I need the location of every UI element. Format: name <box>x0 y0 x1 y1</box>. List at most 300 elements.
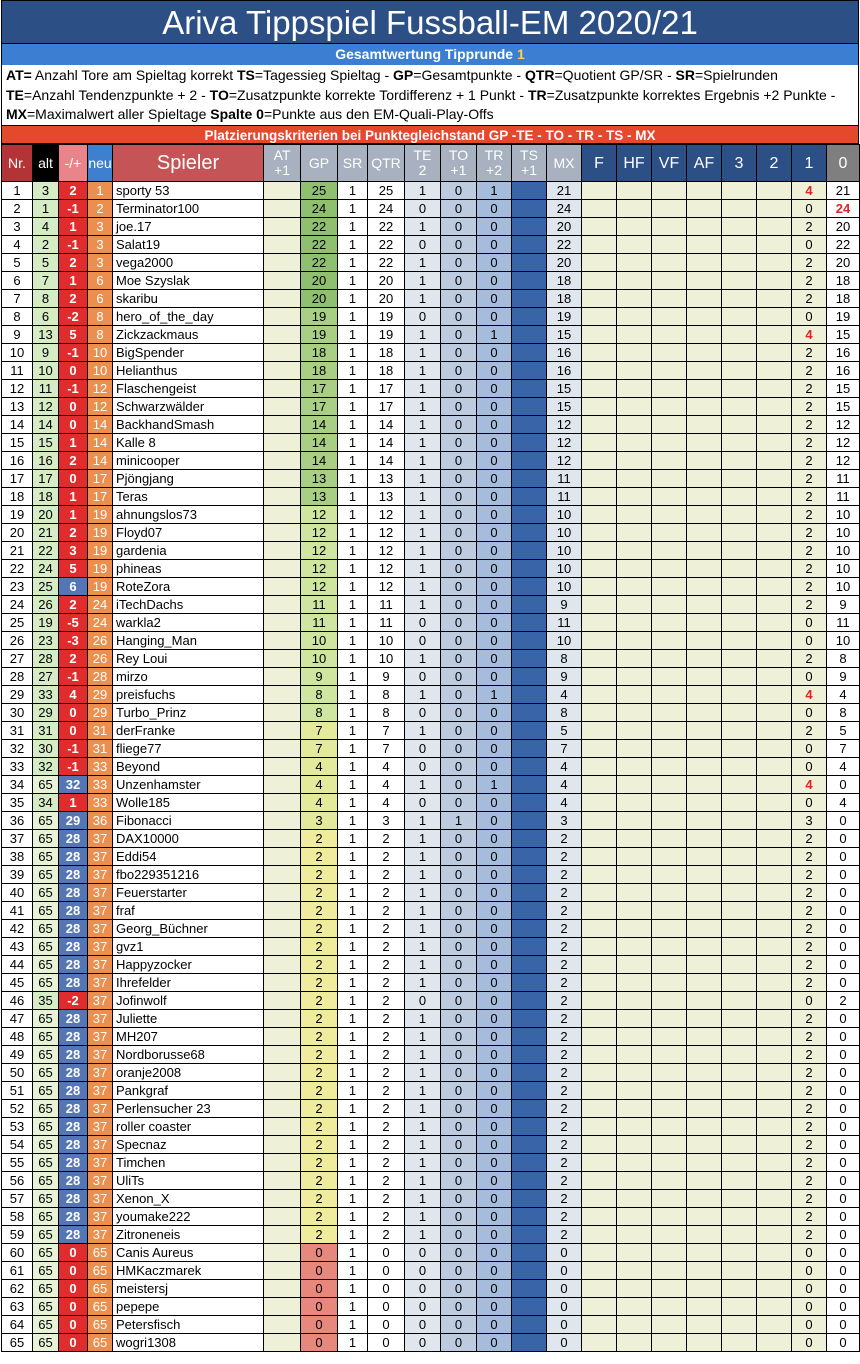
mx-cell: 2 <box>547 1010 582 1028</box>
rank-cell: 22 <box>2 560 33 578</box>
final-cell <box>582 794 617 812</box>
column-header: -/+ <box>59 145 88 182</box>
matchday-3-cell <box>722 740 757 758</box>
previous-rank-cell: 65 <box>33 1082 59 1100</box>
qtr-cell: 2 <box>368 1100 405 1118</box>
at-cell <box>264 344 301 362</box>
previous-rank-cell: 8 <box>33 290 59 308</box>
te-cell: 1 <box>405 434 441 452</box>
semi-final-cell <box>617 218 652 236</box>
ts-cell <box>512 956 547 974</box>
matchday-2-cell <box>757 632 792 650</box>
previous-rank-cell: 65 <box>33 1118 59 1136</box>
te-cell: 1 <box>405 254 441 272</box>
final-cell <box>582 1226 617 1244</box>
to-cell: 0 <box>441 632 477 650</box>
te-cell: 0 <box>405 794 441 812</box>
player-name-cell: youmake222 <box>113 1208 264 1226</box>
te-cell: 1 <box>405 830 441 848</box>
table-row <box>2 452 860 470</box>
quarter-final-cell <box>652 218 687 236</box>
mx-cell: 4 <box>547 794 582 812</box>
previous-rank-cell: 65 <box>33 1046 59 1064</box>
previous-rank-cell: 65 <box>33 938 59 956</box>
rank-cell: 12 <box>2 380 33 398</box>
semi-final-cell <box>617 1100 652 1118</box>
te-cell: 1 <box>405 1136 441 1154</box>
sr-cell: 1 <box>338 686 368 704</box>
playoff-points-cell: 0 <box>827 1100 860 1118</box>
playoff-points-cell: 0 <box>827 902 860 920</box>
mx-cell: 11 <box>547 470 582 488</box>
gp-cell: 2 <box>301 830 338 848</box>
rank-cell: 8 <box>2 308 33 326</box>
qtr-cell: 2 <box>368 1226 405 1244</box>
matchday-2-cell <box>757 1190 792 1208</box>
rank-change-cell: 2 <box>59 650 88 668</box>
mx-cell: 20 <box>547 254 582 272</box>
gp-cell: 24 <box>301 200 338 218</box>
column-header: AF <box>687 145 722 182</box>
ts-cell <box>512 596 547 614</box>
new-rank-cell: 8 <box>88 308 113 326</box>
ts-cell <box>512 992 547 1010</box>
matchday-2-cell <box>757 776 792 794</box>
player-name-cell: Canis Aureus <box>113 1244 264 1262</box>
legend-key: Spalte 0 <box>210 106 264 122</box>
rank-change-cell: 28 <box>59 830 88 848</box>
rank-cell: 39 <box>2 866 33 884</box>
matchday-3-cell <box>722 362 757 380</box>
table-row <box>2 704 860 722</box>
sr-cell: 1 <box>338 254 368 272</box>
playoff-points-cell: 9 <box>827 596 860 614</box>
new-rank-cell: 19 <box>88 506 113 524</box>
matchday-2-cell <box>757 902 792 920</box>
gp-cell: 20 <box>301 290 338 308</box>
round-of-16-cell <box>687 1028 722 1046</box>
final-cell <box>582 1316 617 1334</box>
matchday-1-cell: 2 <box>792 848 827 866</box>
matchday-1-cell: 2 <box>792 722 827 740</box>
matchday-3-cell <box>722 1154 757 1172</box>
gp-cell: 2 <box>301 974 338 992</box>
at-cell <box>264 740 301 758</box>
to-cell: 0 <box>441 434 477 452</box>
ts-cell <box>512 686 547 704</box>
previous-rank-cell: 11 <box>33 380 59 398</box>
quarter-final-cell <box>652 1280 687 1298</box>
round-of-16-cell <box>687 1298 722 1316</box>
matchday-2-cell <box>757 1262 792 1280</box>
ts-cell <box>512 416 547 434</box>
quarter-final-cell <box>652 560 687 578</box>
tr-cell: 0 <box>477 560 512 578</box>
to-cell: 0 <box>441 470 477 488</box>
to-cell: 0 <box>441 308 477 326</box>
legend-key: TO <box>209 86 229 103</box>
quarter-final-cell <box>652 380 687 398</box>
semi-final-cell <box>617 398 652 416</box>
at-cell <box>264 722 301 740</box>
rank-cell: 27 <box>2 650 33 668</box>
legend-desc: =Tagessieg Spieltag - <box>254 67 394 83</box>
ts-cell <box>512 452 547 470</box>
ts-cell <box>512 704 547 722</box>
playoff-points-cell: 18 <box>827 290 860 308</box>
rank-cell: 23 <box>2 578 33 596</box>
qtr-cell: 2 <box>368 830 405 848</box>
quarter-final-cell <box>652 200 687 218</box>
playoff-points-cell: 0 <box>827 1028 860 1046</box>
rank-change-cell: 0 <box>59 1298 88 1316</box>
tr-cell: 0 <box>477 272 512 290</box>
matchday-2-cell <box>757 794 792 812</box>
to-cell: 0 <box>441 1154 477 1172</box>
playoff-points-cell: 16 <box>827 344 860 362</box>
previous-rank-cell: 65 <box>33 902 59 920</box>
gp-cell: 2 <box>301 1172 338 1190</box>
playoff-points-cell: 0 <box>827 956 860 974</box>
round-of-16-cell <box>687 1172 722 1190</box>
playoff-points-cell: 0 <box>827 1082 860 1100</box>
at-cell <box>264 830 301 848</box>
to-cell: 0 <box>441 668 477 686</box>
at-cell <box>264 1064 301 1082</box>
quarter-final-cell <box>652 704 687 722</box>
table-row <box>2 1118 860 1136</box>
gp-cell: 2 <box>301 866 338 884</box>
qtr-cell: 2 <box>368 1064 405 1082</box>
qtr-cell: 9 <box>368 668 405 686</box>
at-cell <box>264 686 301 704</box>
previous-rank-cell: 12 <box>33 398 59 416</box>
column-header: alt <box>33 145 59 182</box>
new-rank-cell: 26 <box>88 632 113 650</box>
sr-cell: 1 <box>338 1172 368 1190</box>
round-of-16-cell <box>687 848 722 866</box>
column-header: 1 <box>792 145 827 182</box>
te-cell: 0 <box>405 1316 441 1334</box>
ts-cell <box>512 1244 547 1262</box>
final-cell <box>582 614 617 632</box>
player-name-cell: Flaschengeist <box>113 380 264 398</box>
at-cell <box>264 596 301 614</box>
tr-cell: 0 <box>477 992 512 1010</box>
to-cell: 0 <box>441 1334 477 1352</box>
player-name-cell: joe.17 <box>113 218 264 236</box>
table-row <box>2 740 860 758</box>
mx-cell: 0 <box>547 1298 582 1316</box>
semi-final-cell <box>617 1082 652 1100</box>
at-cell <box>264 218 301 236</box>
semi-final-cell <box>617 344 652 362</box>
matchday-2-cell <box>757 272 792 290</box>
quarter-final-cell <box>652 1010 687 1028</box>
playoff-points-cell: 0 <box>827 1280 860 1298</box>
table-row <box>2 308 860 326</box>
matchday-1-cell: 0 <box>792 1298 827 1316</box>
round-of-16-cell <box>687 488 722 506</box>
at-cell <box>264 1082 301 1100</box>
te-cell: 1 <box>405 578 441 596</box>
rank-cell: 54 <box>2 1136 33 1154</box>
at-cell <box>264 1244 301 1262</box>
quarter-final-cell <box>652 1064 687 1082</box>
rank-cell: 13 <box>2 398 33 416</box>
quarter-final-cell <box>652 596 687 614</box>
matchday-2-cell <box>757 920 792 938</box>
te-cell: 1 <box>405 182 441 200</box>
mx-cell: 0 <box>547 1316 582 1334</box>
final-cell <box>582 1136 617 1154</box>
ts-cell <box>512 632 547 650</box>
rank-cell: 14 <box>2 416 33 434</box>
rank-change-cell: 28 <box>59 902 88 920</box>
rank-change-cell: -1 <box>59 344 88 362</box>
quarter-final-cell <box>652 902 687 920</box>
new-rank-cell: 12 <box>88 398 113 416</box>
final-cell <box>582 398 617 416</box>
ts-cell <box>512 524 547 542</box>
te-cell: 1 <box>405 722 441 740</box>
table-row <box>2 344 860 362</box>
previous-rank-cell: 65 <box>33 884 59 902</box>
quarter-final-cell <box>652 506 687 524</box>
playoff-points-cell: 0 <box>827 1118 860 1136</box>
round-of-16-cell <box>687 650 722 668</box>
matchday-1-cell: 2 <box>792 884 827 902</box>
final-cell <box>582 290 617 308</box>
tr-cell: 0 <box>477 974 512 992</box>
tr-cell: 0 <box>477 1082 512 1100</box>
matchday-3-cell <box>722 866 757 884</box>
playoff-points-cell: 0 <box>827 1316 860 1334</box>
player-name-cell: Schwarzwälder <box>113 398 264 416</box>
matchday-1-cell: 2 <box>792 1100 827 1118</box>
round-subtitle <box>1 44 859 65</box>
rank-cell: 56 <box>2 1172 33 1190</box>
legend-desc: =Maximalwert aller Spieltage <box>27 106 211 122</box>
to-cell: 0 <box>441 722 477 740</box>
playoff-points-cell: 21 <box>827 182 860 200</box>
player-name-cell: BackhandSmash <box>113 416 264 434</box>
final-cell <box>582 434 617 452</box>
semi-final-cell <box>617 362 652 380</box>
te-cell: 1 <box>405 542 441 560</box>
matchday-1-cell: 2 <box>792 974 827 992</box>
semi-final-cell <box>617 1046 652 1064</box>
rank-change-cell: 28 <box>59 1010 88 1028</box>
gp-cell: 18 <box>301 344 338 362</box>
qtr-cell: 2 <box>368 1136 405 1154</box>
playoff-points-cell: 0 <box>827 1244 860 1262</box>
playoff-points-cell: 8 <box>827 704 860 722</box>
matchday-1-cell: 0 <box>792 308 827 326</box>
gp-cell: 14 <box>301 416 338 434</box>
final-cell <box>582 956 617 974</box>
final-cell <box>582 596 617 614</box>
quarter-final-cell <box>652 1244 687 1262</box>
round-of-16-cell <box>687 182 722 200</box>
at-cell <box>264 290 301 308</box>
tr-cell: 0 <box>477 344 512 362</box>
mx-cell: 2 <box>547 884 582 902</box>
ts-cell <box>512 1100 547 1118</box>
playoff-points-cell: 0 <box>827 974 860 992</box>
matchday-2-cell <box>757 1136 792 1154</box>
gp-cell: 8 <box>301 704 338 722</box>
sr-cell: 1 <box>338 650 368 668</box>
table-row <box>2 758 860 776</box>
table-row <box>2 1046 860 1064</box>
rank-change-cell: 1 <box>59 272 88 290</box>
semi-final-cell <box>617 1298 652 1316</box>
playoff-points-cell: 0 <box>827 1298 860 1316</box>
mx-cell: 0 <box>547 1280 582 1298</box>
table-row <box>2 1262 860 1280</box>
at-cell <box>264 398 301 416</box>
matchday-2-cell <box>757 434 792 452</box>
rank-cell: 57 <box>2 1190 33 1208</box>
sr-cell: 1 <box>338 1208 368 1226</box>
previous-rank-cell: 65 <box>33 956 59 974</box>
te-cell: 0 <box>405 632 441 650</box>
quarter-final-cell <box>652 1136 687 1154</box>
mx-cell: 2 <box>547 1100 582 1118</box>
to-cell: 0 <box>441 1172 477 1190</box>
final-cell <box>582 1028 617 1046</box>
new-rank-cell: 28 <box>88 668 113 686</box>
rank-cell: 10 <box>2 344 33 362</box>
round-of-16-cell <box>687 218 722 236</box>
mx-cell: 2 <box>547 1118 582 1136</box>
qtr-cell: 8 <box>368 704 405 722</box>
ts-cell <box>512 884 547 902</box>
rank-change-cell: -1 <box>59 380 88 398</box>
quarter-final-cell <box>652 956 687 974</box>
matchday-2-cell <box>757 596 792 614</box>
te-cell: 1 <box>405 866 441 884</box>
rank-change-cell: -2 <box>59 308 88 326</box>
previous-rank-cell: 65 <box>33 1172 59 1190</box>
playoff-points-cell: 19 <box>827 308 860 326</box>
playoff-points-cell: 10 <box>827 632 860 650</box>
matchday-3-cell <box>722 758 757 776</box>
rank-change-cell: 5 <box>59 560 88 578</box>
legend-desc: =Zusatzpunkte korrekte Tordifferenz + 1 Punkt - <box>228 86 528 103</box>
matchday-1-cell: 2 <box>792 542 827 560</box>
qtr-cell: 0 <box>368 1280 405 1298</box>
previous-rank-cell: 65 <box>33 848 59 866</box>
sr-cell: 1 <box>338 1316 368 1334</box>
rank-change-cell: 28 <box>59 1190 88 1208</box>
mx-cell: 24 <box>547 200 582 218</box>
player-name-cell: Fibonacci <box>113 812 264 830</box>
rank-change-cell: 3 <box>59 542 88 560</box>
matchday-1-cell: 2 <box>792 470 827 488</box>
mx-cell: 2 <box>547 1082 582 1100</box>
gp-cell: 2 <box>301 1208 338 1226</box>
final-cell <box>582 632 617 650</box>
tr-cell: 0 <box>477 218 512 236</box>
qtr-cell: 12 <box>368 560 405 578</box>
round-of-16-cell <box>687 1208 722 1226</box>
rank-cell: 58 <box>2 1208 33 1226</box>
to-cell: 0 <box>441 920 477 938</box>
sr-cell: 1 <box>338 1298 368 1316</box>
player-name-cell: Salat19 <box>113 236 264 254</box>
rank-cell: 61 <box>2 1262 33 1280</box>
round-of-16-cell <box>687 1334 722 1352</box>
matchday-2-cell <box>757 1226 792 1244</box>
round-of-16-cell <box>687 1280 722 1298</box>
matchday-1-cell: 0 <box>792 1244 827 1262</box>
to-cell: 0 <box>441 848 477 866</box>
rank-cell: 33 <box>2 758 33 776</box>
matchday-2-cell <box>757 1046 792 1064</box>
quarter-final-cell <box>652 812 687 830</box>
qtr-cell: 0 <box>368 1244 405 1262</box>
rank-change-cell: 1 <box>59 488 88 506</box>
table-row <box>2 1226 860 1244</box>
tr-cell: 0 <box>477 848 512 866</box>
to-cell: 0 <box>441 614 477 632</box>
semi-final-cell <box>617 974 652 992</box>
new-rank-cell: 37 <box>88 1028 113 1046</box>
rank-cell: 6 <box>2 272 33 290</box>
sr-cell: 1 <box>338 380 368 398</box>
matchday-3-cell <box>722 506 757 524</box>
qtr-cell: 12 <box>368 506 405 524</box>
te-cell: 1 <box>405 1064 441 1082</box>
table-row <box>2 848 860 866</box>
rank-change-cell: 28 <box>59 1154 88 1172</box>
playoff-points-cell: 0 <box>827 1226 860 1244</box>
player-name-cell: sporty 53 <box>113 182 264 200</box>
tr-cell: 0 <box>477 650 512 668</box>
to-cell: 0 <box>441 1244 477 1262</box>
matchday-3-cell <box>722 380 757 398</box>
sr-cell: 1 <box>338 920 368 938</box>
te-cell: 1 <box>405 560 441 578</box>
final-cell <box>582 1334 617 1352</box>
gp-cell: 17 <box>301 380 338 398</box>
matchday-2-cell <box>757 1334 792 1352</box>
round-of-16-cell <box>687 1118 722 1136</box>
column-header: TO +1 <box>441 145 477 182</box>
at-cell <box>264 848 301 866</box>
at-cell <box>264 1226 301 1244</box>
sr-cell: 1 <box>338 344 368 362</box>
qtr-cell: 13 <box>368 470 405 488</box>
at-cell <box>264 1028 301 1046</box>
ts-cell <box>512 254 547 272</box>
quarter-final-cell <box>652 650 687 668</box>
new-rank-cell: 10 <box>88 362 113 380</box>
previous-rank-cell: 65 <box>33 830 59 848</box>
qtr-cell: 2 <box>368 1190 405 1208</box>
final-cell <box>582 866 617 884</box>
tr-cell: 0 <box>477 1064 512 1082</box>
gp-cell: 10 <box>301 632 338 650</box>
gp-cell: 2 <box>301 848 338 866</box>
te-cell: 1 <box>405 938 441 956</box>
rank-cell: 49 <box>2 1046 33 1064</box>
final-cell <box>582 344 617 362</box>
gp-cell: 0 <box>301 1334 338 1352</box>
matchday-3-cell <box>722 1172 757 1190</box>
